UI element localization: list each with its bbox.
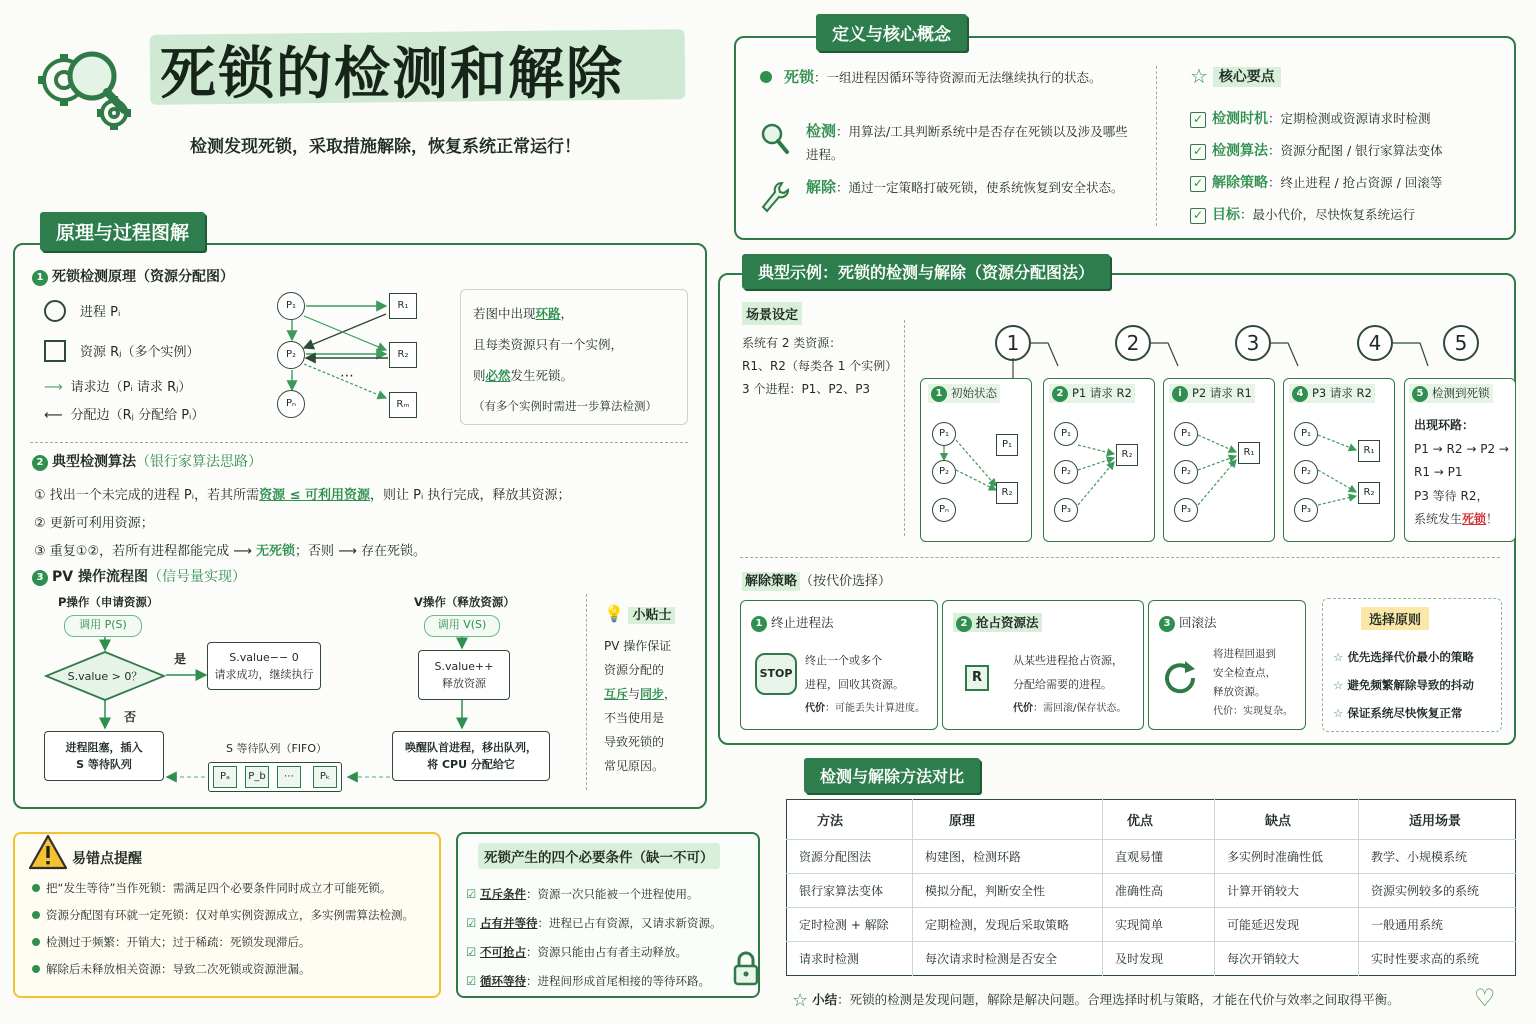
- legend-assign: [44, 404, 204, 432]
- box-line: 将 CPU 分配给它: [427, 758, 515, 771]
- strategy-badge: 2: [956, 616, 972, 632]
- scene-line: R1、R2（每类各 1 个实例）: [742, 359, 898, 373]
- cost-text: ：需回滚/保存状态。: [1033, 703, 1127, 714]
- mistakes-list: [28, 880, 434, 988]
- strategy-badge: 1: [751, 616, 767, 632]
- algorithm-step: ② 更新可利用资源；: [34, 516, 154, 531]
- check-icon: ✓: [1190, 208, 1206, 224]
- resource-r-icon: R: [965, 665, 989, 691]
- check-icon: ✓: [1190, 176, 1206, 192]
- tip-title-text: 小贴士: [628, 607, 675, 624]
- definition-item-deadlock: [760, 66, 1140, 89]
- step-badge: i: [1172, 386, 1188, 402]
- no-label: 否: [124, 710, 137, 724]
- legend-resource: [44, 340, 204, 376]
- strategy-name: [751, 613, 834, 632]
- check-icon: ✓: [1190, 144, 1206, 160]
- desc-line: 释放资源。: [1213, 686, 1266, 698]
- tip-title: [604, 602, 704, 628]
- graph-node-r1: R₁: [389, 293, 417, 319]
- note-line: [473, 298, 675, 329]
- strategy-desc: [1213, 645, 1293, 721]
- step-number: 4: [1357, 325, 1393, 361]
- principle-list: [1333, 643, 1474, 727]
- term: 检测算法: [1212, 143, 1268, 159]
- queue-item: ⋯: [277, 766, 301, 788]
- principle-item: [1333, 671, 1474, 699]
- tip-mutex: 互斥: [604, 687, 629, 701]
- sec3-title: [32, 566, 246, 586]
- graph-node-p1: P₁: [277, 292, 305, 320]
- graph-node-p2: P₂: [277, 341, 305, 369]
- gear-magnifier-icon: [34, 38, 134, 134]
- table-row: [787, 840, 1516, 874]
- strategy-name-text: 回滚法: [1179, 615, 1217, 630]
- assign-arrow-icon: ⟵: [44, 408, 63, 423]
- table-cell: 计算开销较大: [1215, 874, 1359, 908]
- check-icon: ☑: [466, 887, 477, 901]
- sec2-sub: （银行家算法思路）: [136, 454, 262, 470]
- note-text: 发生死锁。: [510, 368, 574, 383]
- table-cell: 模拟分配，判断安全性: [913, 874, 1103, 908]
- tip-line: [604, 682, 704, 706]
- step-text: 存在死锁。: [360, 544, 426, 559]
- sec2-title-text: 典型检测算法: [52, 454, 136, 470]
- note-must: 必然: [485, 368, 511, 383]
- step-number: 2: [1115, 325, 1151, 361]
- graph-node-rm: Rₘ: [389, 392, 417, 418]
- strategy-terminate: [740, 600, 938, 730]
- number-badge: 1: [32, 270, 48, 286]
- strategy-name: [1159, 613, 1217, 632]
- legend-process-label: 进程 Pᵢ: [80, 305, 121, 320]
- step-number: 3: [1235, 325, 1271, 361]
- strategy-preempt: [942, 600, 1144, 730]
- mistakes-title: 易错点提醒: [72, 851, 142, 867]
- yes-label: 是: [174, 652, 187, 666]
- key-point: [1190, 204, 1443, 236]
- step-text: ，则让 Pᵢ 执行完成，释放其资源；: [370, 488, 571, 503]
- table-cell: 及时发现: [1103, 942, 1215, 976]
- table-cell: 定期检测，发现后采取策略: [913, 908, 1103, 942]
- step-title-text: 初始状态: [951, 386, 997, 400]
- search-icon: [760, 122, 790, 156]
- arrow-icon: ⟶: [233, 544, 252, 559]
- desc-line: 终止一个或多个: [805, 654, 882, 667]
- condition-term: 互斥条件: [479, 887, 526, 901]
- p-op-title: P操作（申请资源）: [58, 595, 159, 609]
- desc-line: [805, 697, 925, 721]
- node-r2: R₂: [996, 482, 1018, 504]
- step-number: 5: [1443, 325, 1479, 361]
- term: 解除策略: [1212, 175, 1268, 191]
- step-badge: 4: [1292, 386, 1308, 402]
- condition-item: [466, 909, 756, 938]
- wake-box: [392, 731, 550, 781]
- box-line: 释放资源: [442, 677, 486, 690]
- node-r2: R₂: [1358, 482, 1380, 504]
- definition-item-resolve: [760, 176, 1140, 199]
- warning-icon: [28, 834, 68, 870]
- key-points-title: [1190, 64, 1281, 88]
- star-icon: ☆: [1190, 64, 1208, 88]
- check-icon: ☑: [466, 974, 477, 988]
- table-cell: 构建图，检测环路: [913, 840, 1103, 874]
- table-cell: 多实例时准确性低: [1215, 840, 1359, 874]
- tip-text: ，: [664, 687, 677, 701]
- table-cell: 定时检测 + 解除: [787, 908, 913, 942]
- desc-line: 进程，回收其资源。: [805, 678, 904, 691]
- strategy-rollback: [1148, 600, 1306, 730]
- p-op-call: 调用 P(S): [64, 615, 142, 637]
- box-line: 进程阻塞，插入: [65, 741, 143, 754]
- legend-assign-label: 分配边（Rⱼ 分配给 Pᵢ）: [70, 408, 205, 423]
- step-number: 1: [995, 325, 1031, 361]
- node-p1-res: P₁: [996, 434, 1018, 456]
- summary-text: ：死锁的检测是发现问题，解除是解决问题。合理选择时机与策略，才能在代价与效率之间取得平衡。: [837, 992, 1400, 1007]
- key-text: ：最小代价，尽快恢复系统运行: [1240, 207, 1416, 222]
- summary-label: 小结: [812, 992, 838, 1007]
- summary: [792, 990, 1512, 1011]
- request-arrow-icon: ⟶: [44, 380, 63, 395]
- star-icon: ☆: [1333, 650, 1344, 664]
- table-cell: 教学、小规模系统: [1359, 840, 1516, 874]
- term: 检测: [806, 122, 837, 140]
- star-icon: ☆: [1333, 678, 1344, 692]
- box-line: S 等待队列: [76, 758, 132, 771]
- box-line: 请求成功，继续执行: [214, 668, 314, 681]
- step-text: ① 找出一个未完成的进程 Pᵢ，若其所需: [34, 488, 260, 503]
- node-p1: P₁: [1174, 422, 1198, 446]
- table-cell: 每次请求时检测是否安全: [913, 942, 1103, 976]
- star-icon: ☆: [1333, 706, 1344, 720]
- desc-line: 将进程回退到: [1213, 648, 1276, 660]
- node-r1: R₁: [1238, 442, 1260, 464]
- wrench-icon: [760, 180, 790, 214]
- node-pn: Pₙ: [932, 498, 956, 522]
- key-point: [1190, 108, 1443, 140]
- legend: [44, 300, 204, 432]
- tip-line: 常见原因。: [604, 759, 665, 773]
- algorithm-step: [34, 538, 570, 566]
- condition-text: ：进程已占有资源，又请求新资源。: [537, 916, 722, 930]
- legend-process: [44, 300, 204, 340]
- tip-line: 不当使用是: [604, 711, 665, 725]
- step-highlight: 资源 ≤ 可利用资源: [259, 488, 371, 503]
- note-line: 且每类资源只有一个实例，: [473, 337, 624, 352]
- v-op-title: V操作（释放资源）: [414, 595, 515, 609]
- star-icon: ☆: [792, 990, 809, 1011]
- list-item: 检测过于频繁：开销大；过于稀疏：死锁发现滞后。: [28, 934, 434, 950]
- number-badge: 3: [32, 570, 48, 586]
- term: 死锁: [784, 68, 815, 86]
- tip-box: [604, 602, 704, 778]
- note-text: ，: [560, 306, 574, 321]
- legend-request: [44, 376, 204, 404]
- desc-line: [1013, 697, 1126, 721]
- table-header: 适用场景: [1359, 800, 1516, 840]
- definition-text: ：通过一定策略打破死锁，使系统恢复到安全状态。: [836, 180, 1124, 195]
- strategy-name-text: 终止进程法: [771, 615, 834, 630]
- example-banner: 典型示例：死锁的检测与解除（资源分配图法）: [742, 254, 1110, 289]
- node-p2: P₂: [1054, 460, 1078, 484]
- key-point: [1190, 140, 1443, 172]
- number-badge: 2: [32, 455, 48, 471]
- key-title-text: 核心要点: [1213, 67, 1281, 87]
- node-p1: P₁: [1294, 422, 1318, 446]
- condition-label: S.value > 0？: [67, 670, 143, 683]
- table-header: 原理: [913, 800, 1103, 840]
- strategy-title: [742, 570, 891, 589]
- check-icon: ✓: [1190, 112, 1206, 128]
- algorithm-steps: [34, 482, 570, 566]
- desc-line: 安全检查点，: [1213, 667, 1276, 679]
- selection-principles: [1322, 598, 1502, 732]
- table-row: [787, 908, 1516, 942]
- block-box: [44, 731, 164, 781]
- definition-text: ：一组进程因循环等待资源而无法继续执行的状态。: [814, 70, 1102, 85]
- node-p2: P₂: [932, 460, 956, 484]
- term: 检测时机: [1212, 111, 1268, 127]
- table-cell: 资源分配图法: [787, 840, 913, 874]
- square-icon: [44, 340, 66, 362]
- strategy-name-text: 抢占资源法: [976, 615, 1039, 630]
- bulb-icon: 💡: [604, 604, 624, 623]
- detect-result: [1414, 414, 1509, 532]
- scene-title: 场景设定: [742, 302, 802, 325]
- detect-text: 系统发生: [1414, 512, 1463, 526]
- principle-text: 优先选择代价最小的策略: [1347, 650, 1474, 664]
- queue-item: Pₐ: [213, 766, 237, 788]
- dot-icon: [760, 71, 772, 83]
- condition-text: ：资源一次只能被一个进程使用。: [525, 887, 699, 901]
- scene-desc: [742, 332, 897, 401]
- step-badge: 1: [931, 386, 947, 402]
- arrow-icon: ⟶: [338, 544, 357, 559]
- stop-icon: STOP: [755, 653, 797, 695]
- detect-line: R1 → P1: [1414, 465, 1463, 479]
- term: 解除: [806, 178, 837, 196]
- principle-text: 避免频繁解除导致的抖动: [1347, 678, 1474, 692]
- condition-text: ：进程间形成首尾相接的等待环路。: [525, 974, 710, 988]
- principle-item: [1333, 643, 1474, 671]
- key-text: ：定期检测或资源请求时检测: [1268, 111, 1431, 126]
- step-title-text: P2 请求 R1: [1192, 386, 1252, 400]
- box-line: 唤醒队首进程，移出队列，: [405, 741, 537, 754]
- check-icon: ☑: [466, 945, 477, 959]
- strategy-desc: [805, 649, 925, 721]
- definition-item-detect: [760, 120, 1140, 166]
- desc-line: 分配给需要的进程。: [1013, 678, 1112, 691]
- note-line: （有多个实例时需进一步算法检测）: [473, 399, 657, 413]
- step-text: ③ 重复①②，若所有进程都能完成: [34, 544, 230, 559]
- key-text: ：资源分配图 / 银行家算法变体: [1268, 143, 1443, 158]
- sec1-title: [32, 266, 234, 286]
- strategy-badge: 3: [1159, 616, 1175, 632]
- lock-icon: [732, 950, 760, 986]
- table-cell: 请求时检测: [787, 942, 913, 976]
- table-cell: 实现简单: [1103, 908, 1215, 942]
- release-box: [418, 650, 510, 700]
- cost-key: 代价: [805, 703, 825, 714]
- detect-line: P3 等待 R2，: [1414, 488, 1489, 503]
- step-title-text: P1 请求 R2: [1072, 386, 1132, 400]
- box-line: S.value−− 0: [229, 651, 299, 664]
- definition-text: ：用算法/工具判断系统中是否存在死锁以及涉及哪些进程。: [806, 124, 1128, 162]
- page-title: 死锁的检测和解除: [160, 42, 624, 107]
- table-header: 缺点: [1215, 800, 1359, 840]
- step-title-text: P3 请求 R2: [1312, 386, 1372, 400]
- compare-banner: 检测与解除方法对比: [804, 758, 980, 793]
- sec2-title: [32, 451, 262, 471]
- tip-sync: 同步: [640, 687, 665, 701]
- legend-resource-label: 资源 Rⱼ（多个实例）: [80, 345, 200, 360]
- definition-banner: 定义与核心概念: [816, 14, 967, 51]
- tip-line: 资源分配的: [604, 663, 665, 677]
- node-p2: P₂: [1174, 460, 1198, 484]
- queue-item: P_b: [245, 766, 269, 788]
- detect-deadlock: 死锁: [1462, 512, 1487, 526]
- circle-icon: [44, 300, 66, 322]
- condition-term: 循环等待: [479, 974, 526, 988]
- graph-node-pn: Pₙ: [277, 390, 305, 418]
- node-p1: P₁: [932, 422, 956, 446]
- tip-line: 导致死锁的: [604, 735, 665, 749]
- queue-label: S 等待队列（FIFO）: [226, 742, 328, 755]
- legend-request-label: 请求边（Pᵢ 请求 Rⱼ）: [70, 380, 192, 395]
- note-text: 若图中出现: [473, 306, 536, 321]
- principle-banner: 原理与过程图解: [40, 212, 205, 251]
- node-p1: P₁: [1054, 422, 1078, 446]
- check-icon: ☑: [466, 916, 477, 930]
- cost-text: 代价：实现复杂。: [1213, 706, 1293, 717]
- condition-term: 占有并等待: [479, 916, 538, 930]
- node-p3: P₃: [1054, 498, 1078, 522]
- list-item: 解除后未释放相关资源：导致二次死锁或资源泄漏。: [28, 961, 434, 977]
- detect-line: P1 → R2 → P2 →: [1414, 441, 1509, 456]
- condition-item: [466, 967, 756, 996]
- node-r2: R₂: [1116, 444, 1138, 466]
- note-cycle: 环路: [535, 306, 561, 321]
- condition-item: [466, 880, 756, 909]
- table-cell: 可能延迟发现: [1215, 908, 1359, 942]
- step-badge: 2: [1052, 386, 1068, 402]
- graph-dots: ⋯: [340, 368, 354, 384]
- table-row: [787, 942, 1516, 976]
- key-point: [1190, 172, 1443, 204]
- sec3-title-text: PV 操作流程图: [52, 569, 148, 585]
- list-item: 把“发生等待”当作死锁：需满足四个必要条件同时成立才可能死锁。: [28, 880, 434, 896]
- step-title-text: 检测到死锁: [1432, 386, 1490, 400]
- tip-line: PV 操作保证: [604, 639, 672, 653]
- sec1-title-text: 死锁检测原理（资源分配图）: [52, 269, 234, 285]
- desc-line: 从某些进程抢占资源，: [1013, 654, 1123, 667]
- node-r1: R₁: [1358, 440, 1380, 462]
- table-cell: 直观易懂: [1103, 840, 1215, 874]
- condition-item: [466, 938, 756, 967]
- algorithm-step: [34, 482, 570, 510]
- table-cell: 实时性要求高的系统: [1359, 942, 1516, 976]
- compare-table: [786, 799, 1516, 976]
- table-header: 优点: [1103, 800, 1215, 840]
- step-highlight: 无死锁: [256, 544, 296, 559]
- table-header: 方法: [817, 814, 844, 829]
- cost-text: ：可能丢失计算进度。: [825, 703, 925, 714]
- term: 目标: [1212, 207, 1240, 223]
- cost-key: 代价: [1013, 703, 1033, 714]
- table-header-row: [787, 800, 1516, 840]
- table-cell: 银行家算法变体: [787, 874, 913, 908]
- node-p3: P₃: [1294, 498, 1318, 522]
- request-success-box: [207, 642, 321, 690]
- note-text: 则: [473, 368, 486, 383]
- key-points-list: [1190, 108, 1443, 236]
- table-cell: 资源实例较多的系统: [1359, 874, 1516, 908]
- box-line: S.value++: [434, 660, 494, 673]
- strategy-sub: （按代价选择）: [800, 574, 892, 589]
- queue-item: Pₖ: [313, 766, 337, 788]
- table-cell: 每次开销较大: [1215, 942, 1359, 976]
- sec3-sub: （信号量实现）: [147, 569, 246, 585]
- key-text: ：终止进程 / 抢占资源 / 回滚等: [1268, 175, 1443, 190]
- conditions-list: [466, 880, 756, 996]
- scene-line: 系统有 2 类资源：: [742, 336, 842, 350]
- wait-queue: [208, 762, 342, 792]
- detect-line: [1414, 508, 1509, 532]
- example-edges: [900, 320, 1500, 540]
- preempt-hand-icon: [955, 653, 999, 699]
- step-badge: 5: [1412, 386, 1428, 402]
- list-item: 资源分配图有环就一定死锁：仅对单实例资源成立，多实例需算法检测。: [28, 907, 434, 923]
- header-logo: [34, 38, 134, 134]
- note-line: [473, 360, 675, 391]
- v-op-call: 调用 V(S): [424, 615, 500, 637]
- strategy-name: [953, 613, 1042, 632]
- table-row: [787, 874, 1516, 908]
- conditions-title: 死锁产生的四个必要条件（缺一不可）: [478, 843, 720, 869]
- detect-text: ！: [1486, 512, 1499, 526]
- node-p2: P₂: [1294, 460, 1318, 484]
- detect-line: 出现环路：: [1414, 418, 1475, 432]
- step-text: ；否则: [295, 544, 335, 559]
- scene-line: 3 个进程：P1、P2、P3: [742, 382, 871, 396]
- principles-title: 选择原则: [1361, 607, 1429, 630]
- tip-text: 与: [628, 687, 641, 701]
- table-cell: 一般通用系统: [1359, 908, 1516, 942]
- node-p3: P₃: [1174, 498, 1198, 522]
- heart-icon: ♡: [1474, 984, 1496, 1012]
- recycle-icon: [1159, 657, 1201, 699]
- strategy-desc: [1013, 649, 1126, 721]
- graph-node-r2: R₂: [389, 342, 417, 368]
- principle-item: [1333, 699, 1474, 727]
- principle-text: 保证系统尽快恢复正常: [1347, 706, 1463, 720]
- table-cell: 准确性高: [1103, 874, 1215, 908]
- cycle-note: [460, 289, 688, 425]
- condition-term: 不可抢占: [479, 945, 526, 959]
- strategy-title-text: 解除策略: [742, 572, 800, 591]
- page-subtitle: 检测发现死锁，采取措施解除，恢复系统正常运行！: [190, 137, 581, 157]
- condition-text: ：资源只能由占有者主动释放。: [525, 945, 687, 959]
